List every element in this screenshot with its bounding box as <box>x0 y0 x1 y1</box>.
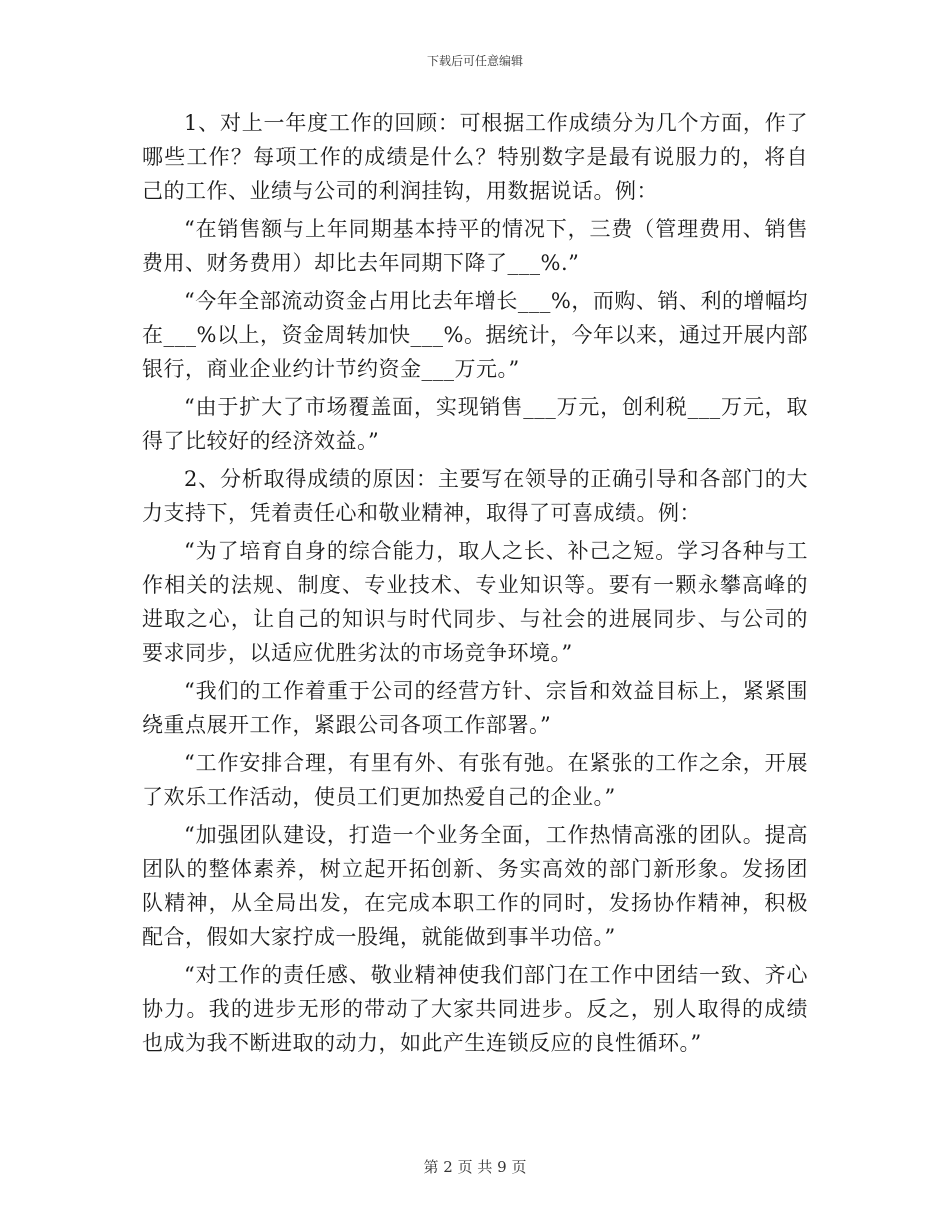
paragraph-example-costs: “在销售额与上年同期基本持平的情况下，三费（管理费用、销售费用、财务费用）却比去年同期下降了___%.” <box>142 217 808 275</box>
document-body <box>142 106 808 1064</box>
paragraph-reasons: 2、分析取得成绩的原因：主要写在领导的正确引导和各部门的大力支持下，凭着责任心和敬业精神，取得了可喜成绩。例： <box>142 467 808 525</box>
paragraph-example-capital: “今年全部流动资金占用比去年增长___%，而购、销、利的增幅均在___%以上，资金周转加快___%。据统计，今年以来，通过开展内部银行，商业企业约计节约资金___万元。” <box>142 289 808 381</box>
page-header: 下载后可任意编辑 <box>426 54 523 68</box>
paragraph-example-learning: “为了培育自身的综合能力，取人之长、补己之短。学习各种与工作相关的法规、制度、专业技术、专业知识等。要有一颗永攀高峰的进取之心，让自己的知识与时代同步、与社会的进展同步、与公司的要求同步，以适应优胜劣汰的市场竞争环境。” <box>142 539 808 665</box>
paragraph-example-team: “加强团队建设，打造一个业务全面，工作热情高涨的团队。提高团队的整体素养，树立起开拓创新、务实高效的部门新形象。发扬团队精神，从全局出发，在完成本职工作的同时，发扬协作精神，积极配合，假如大家拧成一股绳，就能做到事半功倍。” <box>142 823 808 949</box>
paragraph-review: 1、对上一年度工作的回顾：可根据工作成绩分为几个方面，作了哪些工作？每项工作的成绩是什么？特别数字是最有说服力的，将自己的工作、业绩与公司的利润挂钩，用数据说话。例： <box>142 111 808 203</box>
page-footer: 第 2 页 共 9 页 <box>423 1158 527 1176</box>
paragraph-example-responsibility: “对工作的责任感、敬业精神使我们部门在工作中团结一致、齐心协力。我的进步无形的带动了大家共同进步。反之，别人取得的成绩也成为我不断进取的动力，如此产生连锁反应的良性循环。” <box>142 963 808 1055</box>
paragraph-example-arrangement: “工作安排合理，有里有外、有张有弛。在紧张的工作之余，开展了欢乐工作活动，使员工们更加热爱自己的企业。” <box>142 751 808 809</box>
paragraph-example-sales: “由于扩大了市场覆盖面，实现销售___万元，创利税___万元，取得了比较好的经济效益。” <box>142 395 808 453</box>
paragraph-example-focus: “我们的工作着重于公司的经营方针、宗旨和效益目标上，紧紧围绕重点展开工作，紧跟公司各项工作部署。” <box>142 679 808 737</box>
